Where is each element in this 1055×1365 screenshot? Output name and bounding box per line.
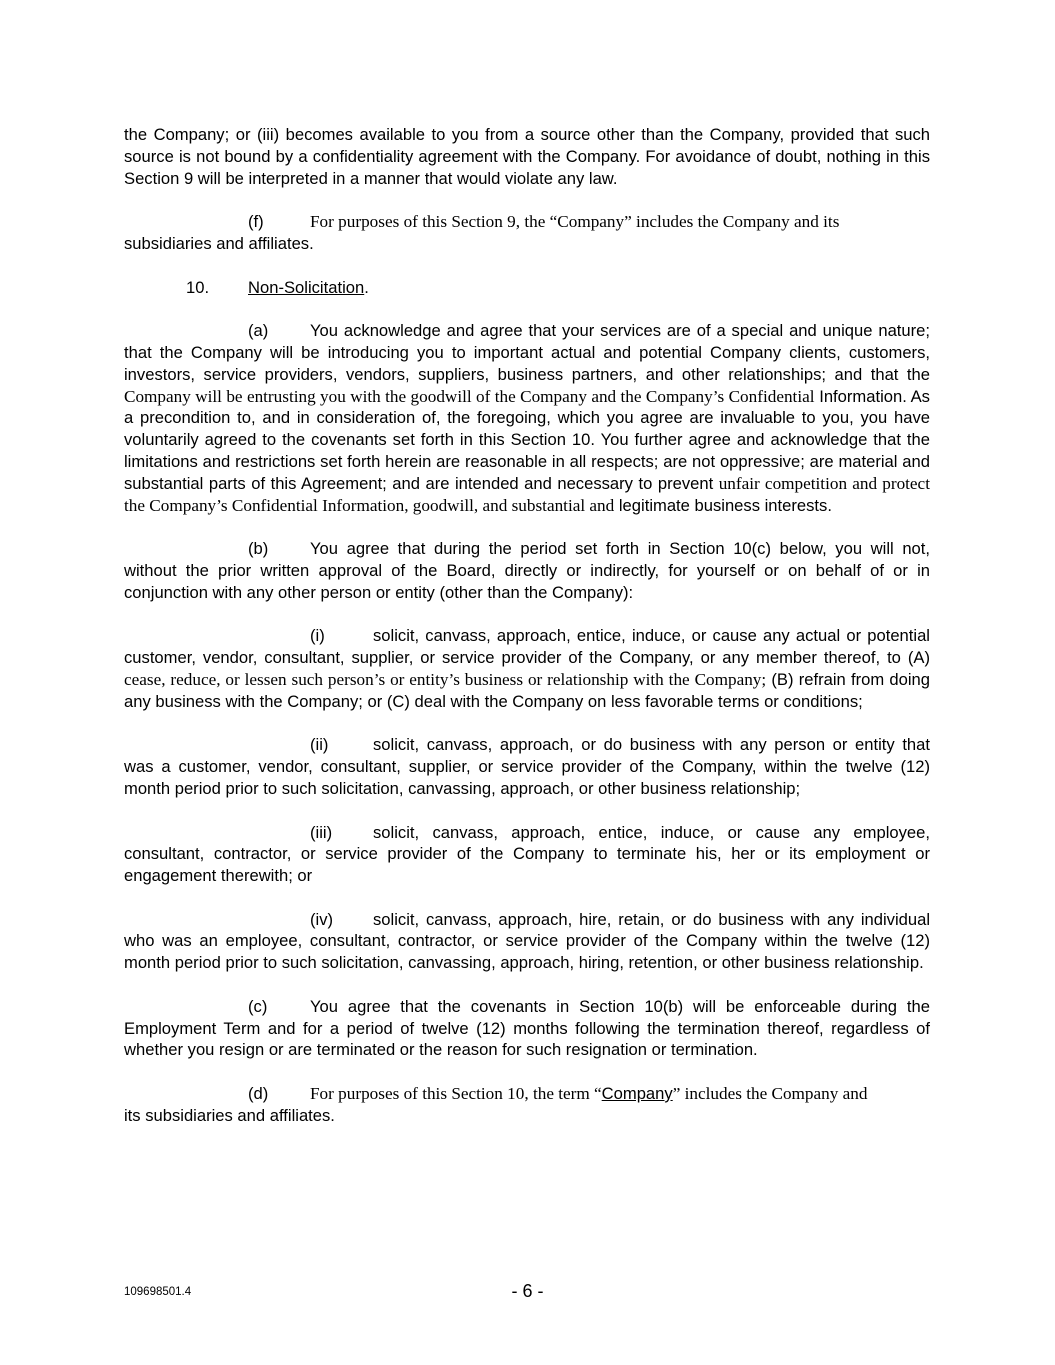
paragraph-text: solicit, canvass, approach, hire, retain, or do business with any individual who was an employee, consultant, contractor, or service provider of the Company within the twelve (12) month period prior to such solicitation, canvassing, approach, hiring, retention, or other business relationship. [124, 909, 930, 973]
paragraph-label: (ii) [310, 735, 329, 755]
paragraph-10a [124, 320, 930, 516]
paragraph-10b-iii [124, 822, 930, 887]
paragraph-text: Information. As a precondition to, and in consideration of, the foregoing, which you agree are invaluable to you, you have voluntarily agreed to the covenants set forth in this Section 10. You further agree and acknowledge that the limitations and restrictions set forth herein are reasonable in all respects; are not oppressive; are material and substantial parts of this Agreement; and are intended and necessary to prevent [124, 386, 930, 493]
section-number: 10. [186, 277, 210, 297]
paragraph-10b-ii [124, 734, 930, 799]
paragraph-text: solicit, canvass, approach, entice, induce, or cause any actual or potential customer, vendor, consultant, supplier, or service provider of the Company, or any member thereof, to (A) [124, 626, 930, 668]
paragraph-label: (b) [248, 539, 269, 559]
document-body [124, 124, 930, 1127]
paragraph-label: (iv) [310, 909, 334, 929]
paragraph-text-serif: ” includes the Company and [672, 1084, 868, 1104]
paragraph-label: (c) [248, 996, 268, 1016]
paragraph-text-serif: For purposes of this Section 10, the term “ [310, 1084, 602, 1104]
paragraph-label: (a) [248, 321, 269, 341]
paragraph-9f-continued: subsidiaries and affiliates. [124, 233, 314, 253]
paragraph-text: You agree that during the period set forth in Section 10(c) below, you will not, without the prior written approval of the Board, directly or indirectly, for yourself or on behalf of or in conjunction with any other person or entity (other than the Company): [124, 539, 930, 602]
document-id: 109698501.4 [124, 1286, 192, 1298]
paragraph-text-serif: unfair competition and protect the Company’s Confidential Information, goodwill, and substantial and [124, 473, 930, 515]
paragraph-10b-iv [124, 909, 930, 974]
paragraph-label: (f) [248, 212, 264, 232]
paragraph-label: (i) [310, 626, 325, 646]
paragraph-label: (d) [248, 1084, 269, 1104]
defined-term: Company [601, 1084, 673, 1104]
paragraph-text: solicit, canvass, approach, or do business with any person or entity that was a customer, vendor, consultant, supplier, or service provider of the Company, within the twelve (12) month period prior to such solicitation, canvassing, approach, or other business relationship; [124, 735, 930, 798]
paragraph-text-serif: For purposes of this Section 9, the “Company” includes the Company and its [310, 212, 840, 232]
paragraph-10c [124, 996, 930, 1061]
paragraph-text: (B) refrain from doing any business with the Company; or (C) deal with the Company on less favorable terms or conditions; [124, 669, 930, 711]
paragraph-label: (iii) [310, 822, 333, 842]
paragraph-10b [124, 538, 930, 603]
paragraph-10d-continued: its subsidiaries and affiliates. [124, 1105, 335, 1125]
paragraph-text-serif: cease, reduce, or lessen such person’s or entity’s business or relationship with the Company; [124, 669, 767, 689]
paragraph-text-serif: Company will be entrusting you with the goodwill of the Company and the Company’s Confidential [124, 386, 815, 406]
paragraph-text: solicit, canvass, approach, entice, induce, or cause any employee, consultant, contractor, or service provider of the Company to terminate his, her or its employment or engagement therewith; or [124, 822, 930, 886]
section-title: Non-Solicitation [248, 277, 365, 297]
paragraph-text: legitimate business interests. [618, 495, 832, 515]
intro-paragraph: the Company; or (iii) becomes available to you from a source other than the Company, provided that such source is not bound by a confidentiality agreement with the Company. For avoidance of doubt, nothing in this Section 9 will be interpreted in a manner that would violate any law. [124, 125, 930, 188]
paragraph-text: You acknowledge and agree that your services are of a special and unique nature; that the Company will be introducing you to important actual and potential Company clients, customers, investors, service providers, vendors, suppliers, business partners, and other relationships; and that the [124, 321, 930, 384]
paragraph-10b-i [124, 625, 930, 712]
paragraph-10d [124, 1083, 930, 1105]
paragraph-text: You agree that the covenants in Section 10(b) will be enforceable during the Employment Term and for a period of twelve (12) months following the termination thereof, regardless of whether you resign or are terminated or the reason for such resignation or termination. [124, 996, 930, 1060]
section-title-period: . [364, 277, 369, 297]
section-10-heading [124, 277, 930, 299]
paragraph-9f [124, 211, 930, 233]
page-number: - 6 - [511, 1281, 544, 1301]
